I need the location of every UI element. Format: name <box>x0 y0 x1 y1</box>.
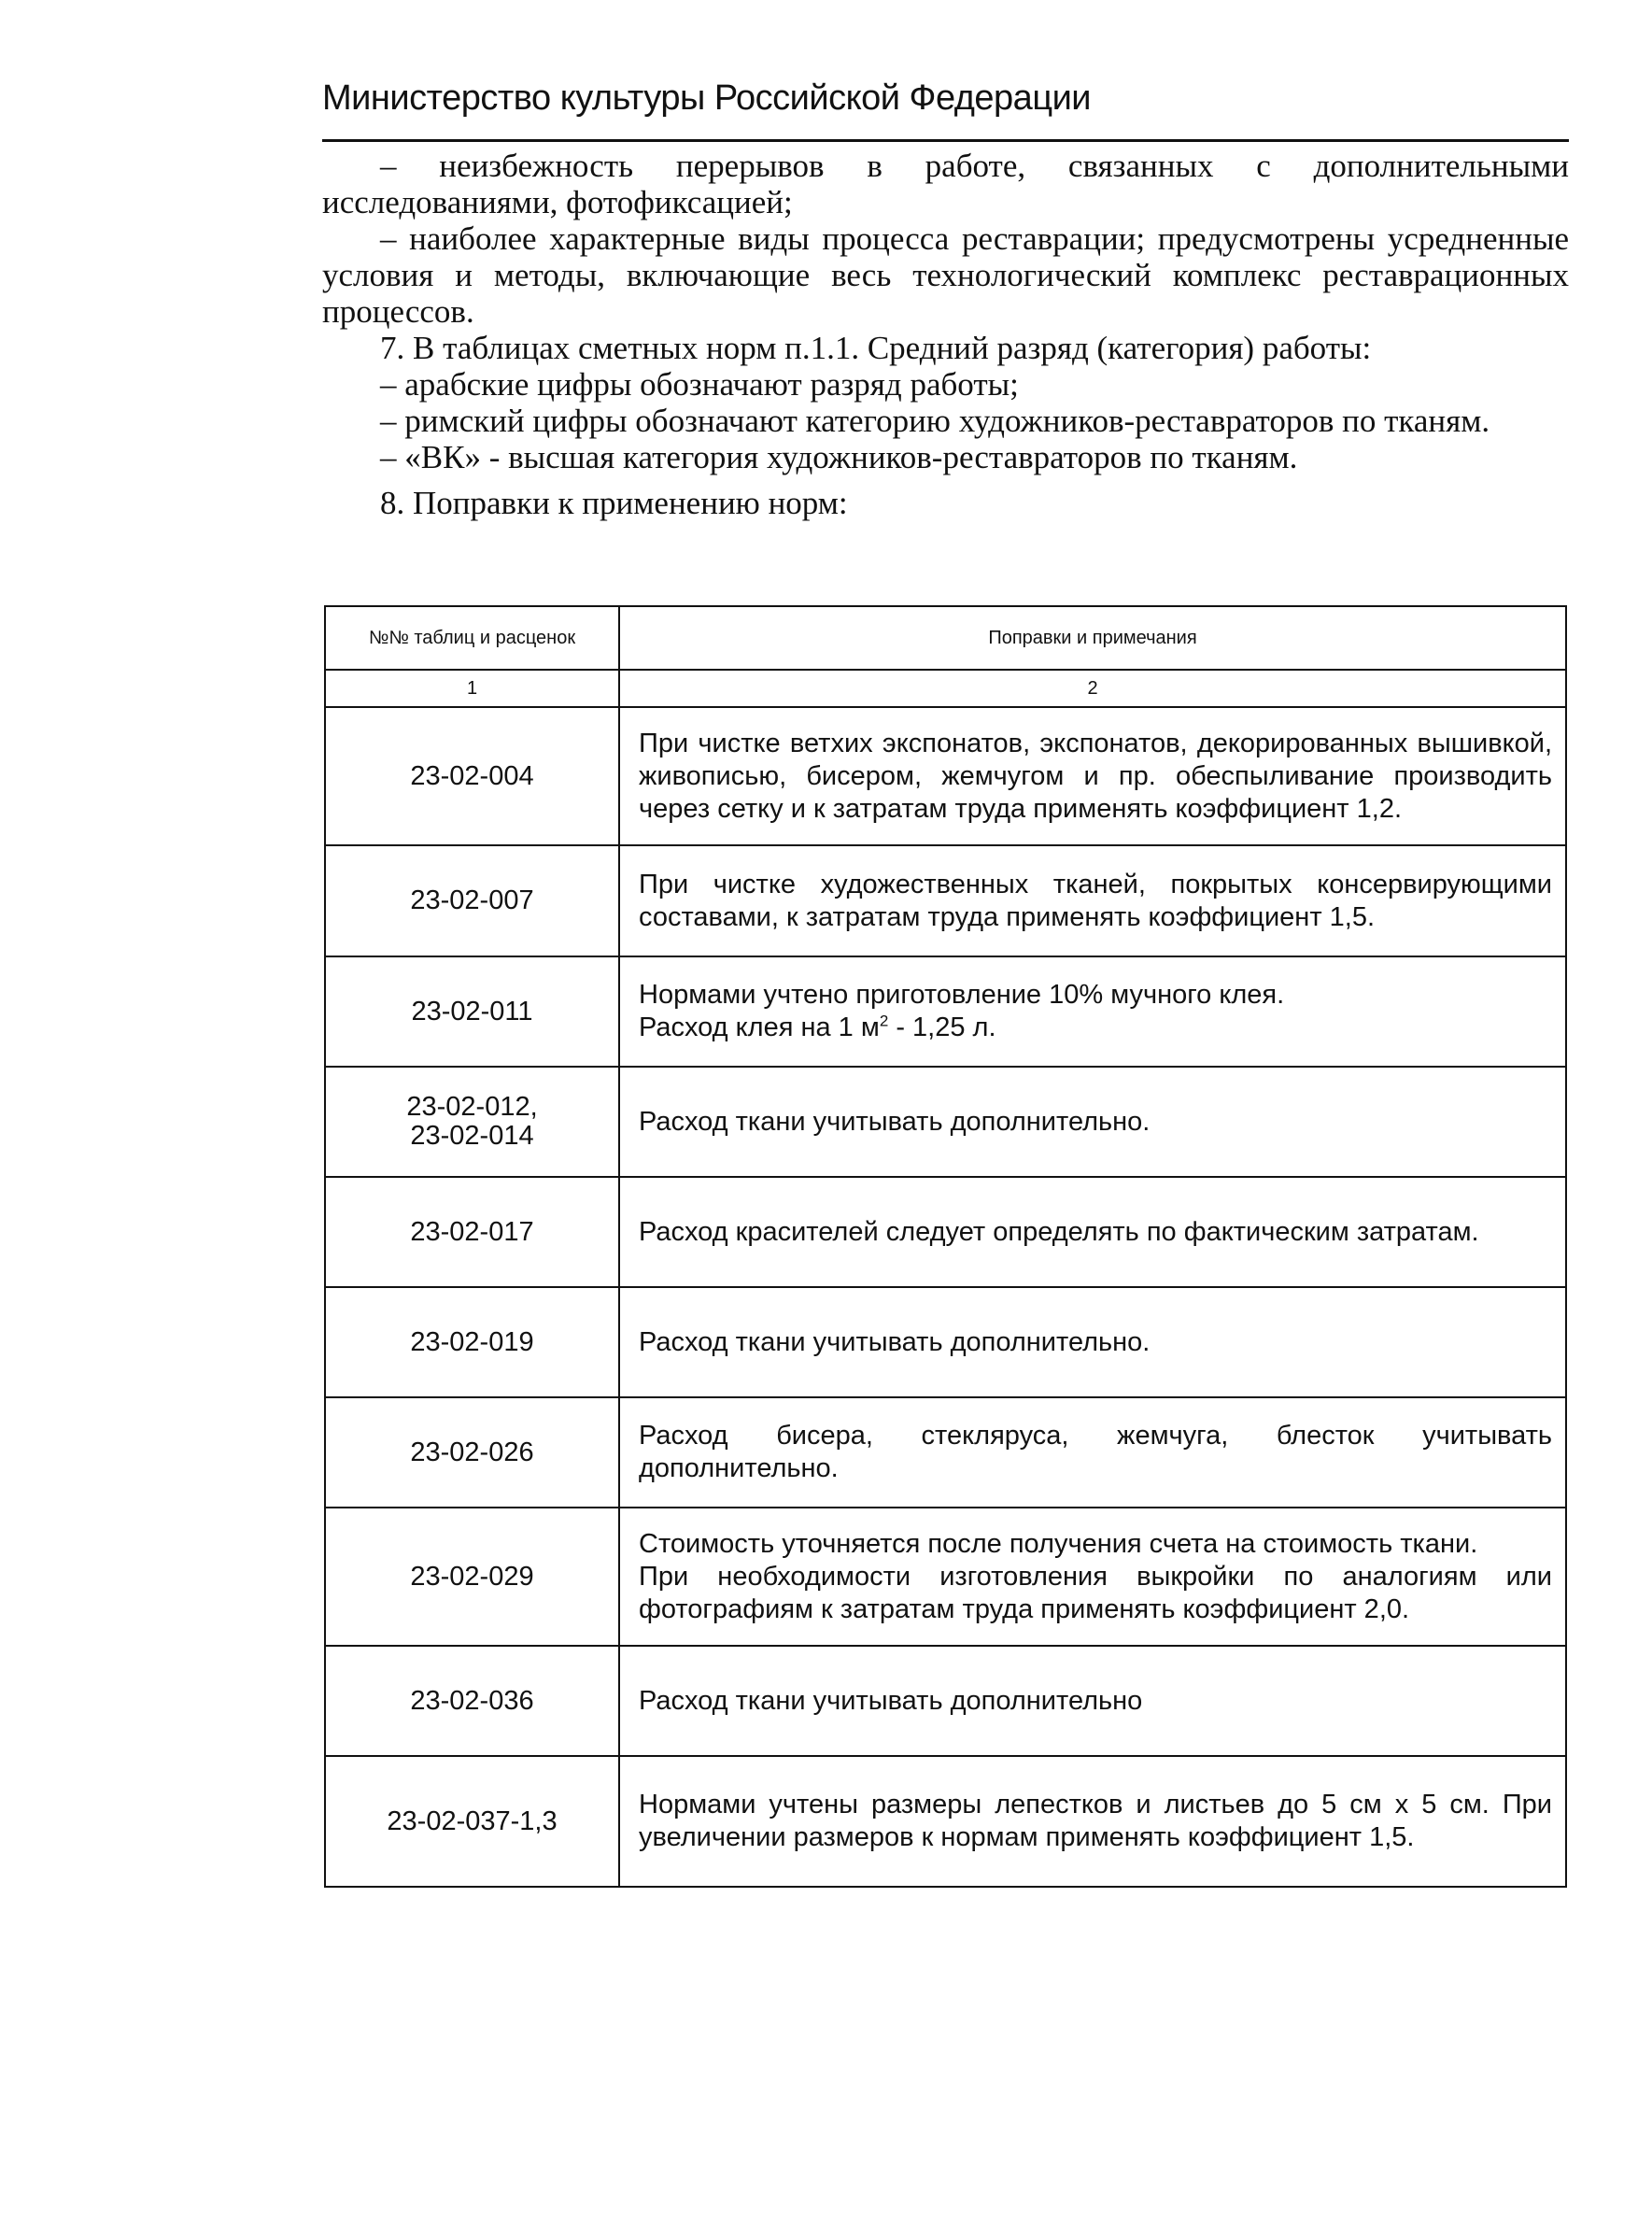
table-note-cell: Расход красителей следует определять по фактическим затратам. <box>619 1177 1566 1287</box>
table-code-cell: 23-02-011 <box>325 956 619 1067</box>
table-code-cell: 23-02-017 <box>325 1177 619 1287</box>
table-code-cell <box>325 1067 619 1177</box>
table-note-cell: Расход ткани учитывать дополнительно. <box>619 1067 1566 1177</box>
table-row <box>325 707 1566 845</box>
table-row <box>325 1177 1566 1287</box>
table-code-cell: 23-02-036 <box>325 1646 619 1756</box>
table-note-line: Нормами учтено приготовление 10% мучного клея. <box>639 980 1285 1010</box>
table-row <box>325 1756 1566 1887</box>
table-row <box>325 1646 1566 1756</box>
table-note-cell <box>619 956 1566 1067</box>
paragraph-interruptions: – неизбежность перерывов в работе, связанных с дополнительными исследованиями, фотофиксацией; <box>322 148 1569 220</box>
table-code-cell: 23-02-029 <box>325 1508 619 1646</box>
column-header-notes: Поправки и примечания <box>619 606 1566 670</box>
table-row <box>325 1287 1566 1397</box>
table-code-cell: 23-02-037-1,3 <box>325 1756 619 1887</box>
table-code-line: 23-02-012, <box>406 1092 538 1122</box>
column-number-1: 1 <box>325 670 619 707</box>
glue-consumption-text: Расход клея на 1 м <box>639 1012 880 1042</box>
page-header-title: Министерство культуры Российской Федерации <box>322 78 1092 118</box>
table-note-cell: При чистке художественных тканей, покрытых консервирующими составами, к затратам труда применять коэффициент 1,5. <box>619 845 1566 956</box>
paragraph-item-7: 7. В таблицах сметных норм п.1.1. Средний разряд (категория) работы: <box>380 330 1372 366</box>
table-row <box>325 845 1566 956</box>
table-note-cell: При чистке ветхих экспонатов, экспонатов, декорированных вышивкой, живописью, бисером, жемчугом и пр. обеспыливание производить через сетку и к затратам труда применять коэффициент 1,2. <box>619 707 1566 845</box>
paragraph-roman-digits: – римский цифры обозначают категорию художников-реставраторов по тканям. <box>380 403 1490 439</box>
table-code-cell: 23-02-019 <box>325 1287 619 1397</box>
table-note-line <box>639 1012 1552 1044</box>
table-row <box>325 1508 1566 1646</box>
table-code-cell: 23-02-007 <box>325 845 619 956</box>
table-code-cell: 23-02-004 <box>325 707 619 845</box>
table-note-line: При необходимости изготовления выкройки по аналогиям или фотографиям к затратам труда применять коэффициент 2,0. <box>639 1561 1552 1624</box>
paragraph-vk-category: – «ВК» - высшая категория художников-реставраторов по тканям. <box>380 439 1298 475</box>
table-row <box>325 1067 1566 1177</box>
column-header-codes: №№ таблиц и расценок <box>325 606 619 670</box>
table-note-cell <box>619 1508 1566 1646</box>
table-row <box>325 956 1566 1067</box>
table-note-line: Стоимость уточняется после получения счета на стоимость ткани. <box>639 1528 1478 1559</box>
paragraph-restoration-types: – наиболее характерные виды процесса реставрации; предусмотрены усредненные условия и методы, включающие весь технологический комплекс реставрационных процессов. <box>322 220 1569 330</box>
table-row <box>325 1397 1566 1508</box>
corrections-table <box>324 605 1567 1888</box>
body-text <box>322 148 1569 521</box>
table-note-cell: Расход ткани учитывать дополнительно. <box>619 1287 1566 1397</box>
square-superscript: 2 <box>879 1012 889 1030</box>
table-code-cell: 23-02-026 <box>325 1397 619 1508</box>
table-note-cell: Нормами учтены размеры лепестков и листьев до 5 см х 5 см. При увеличении размеров к нормам применять коэффициент 1,5. <box>619 1756 1566 1887</box>
table-header-row <box>325 606 1566 670</box>
table-code-line: 23-02-014 <box>410 1121 534 1151</box>
glue-consumption-value: - 1,25 л. <box>888 1012 996 1042</box>
column-number-2: 2 <box>619 670 1566 707</box>
paragraph-item-8: 8. Поправки к применению норм: <box>380 485 848 521</box>
column-number-row <box>325 670 1566 707</box>
table-note-cell: Расход бисера, стекляруса, жемчуга, блесток учитывать дополнительно. <box>619 1397 1566 1508</box>
table-note-cell: Расход ткани учитывать дополнительно <box>619 1646 1566 1756</box>
paragraph-arabic-digits: – арабские цифры обозначают разряд работы; <box>380 366 1019 403</box>
header-divider <box>322 139 1569 142</box>
